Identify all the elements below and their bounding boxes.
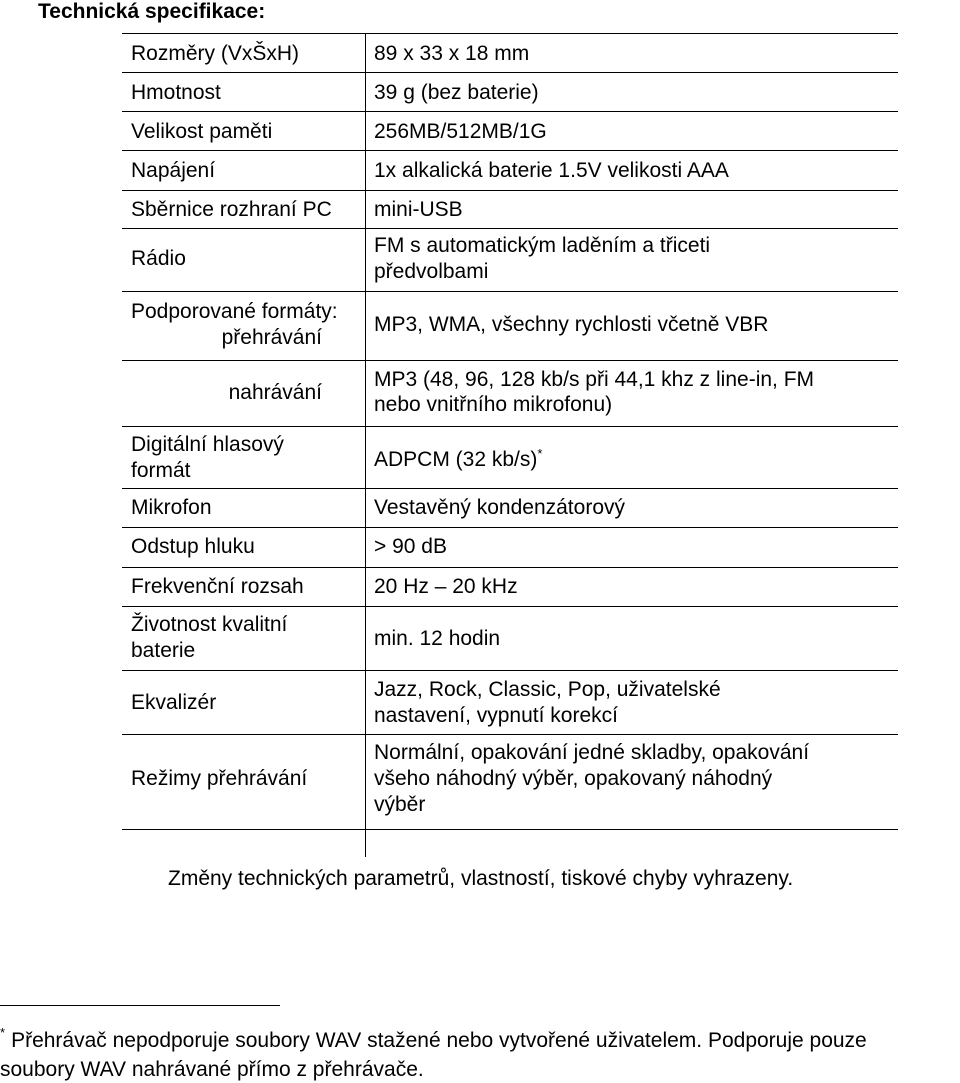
spec-label: Frekvenční rozsah [131, 575, 304, 598]
spec-label: nahrávání [228, 381, 322, 404]
table-row [122, 360, 898, 426]
spec-value [374, 447, 894, 473]
table-row [122, 734, 898, 830]
page-title: Technická specifikace: [38, 0, 266, 23]
spec-value: MP3, WMA, všechny rychlosti včetně VBR [374, 313, 769, 336]
footnote-mark: * [537, 446, 543, 461]
spec-table [122, 33, 898, 830]
table-row [122, 228, 898, 291]
table-row [122, 488, 898, 527]
spec-label: Napájení [131, 159, 216, 182]
spec-value: 256MB/512MB/1G [374, 120, 547, 143]
column-divider [365, 33, 366, 857]
spec-value-line: předvolbami [374, 260, 489, 283]
spec-value-line: nebo vnitřního mikrofonu) [374, 393, 613, 416]
footnote-mark: * [0, 1025, 6, 1040]
footnote-line [0, 1027, 960, 1056]
table-row [122, 426, 898, 488]
spec-label: Rozměry (VxŠxH) [131, 42, 300, 65]
spec-value: 89 x 33 x 18 mm [374, 42, 530, 65]
spec-label: Sběrnice rozhraní PC [131, 198, 332, 221]
spec-value-line: MP3 (48, 96, 128 kb/s při 44,1 khz z line-in, FM [374, 368, 815, 391]
spec-value: Vestavěný kondenzátorový [374, 496, 625, 519]
spec-label: Ekvalizér [131, 691, 217, 714]
table-row [122, 190, 898, 228]
spec-value-line: všeho náhodný výběr, opakovaný náhodný [374, 767, 773, 790]
table-row [122, 527, 898, 567]
table-row [122, 670, 898, 734]
spec-value-line: nastavení, vypnutí korekcí [374, 704, 618, 727]
spec-label: Režimy přehrávání [131, 767, 308, 790]
table-row [122, 291, 898, 360]
spec-value-line: FM s automatickým laděním a třiceti [374, 234, 711, 257]
table-row [122, 567, 898, 606]
spec-label: Velikost paměti [131, 120, 273, 143]
spec-label: Odstup hluku [131, 535, 255, 558]
spec-value-line: Jazz, Rock, Classic, Pop, uživatelské [374, 678, 721, 701]
spec-label-line: formát [131, 459, 191, 482]
spec-value: 20 Hz – 20 kHz [374, 575, 518, 598]
spec-value: mini-USB [374, 198, 463, 221]
spec-value: > 90 dB [374, 535, 447, 558]
spec-value: 39 g (bez baterie) [374, 81, 539, 104]
spec-label: Hmotnost [131, 81, 221, 104]
spec-label-line: přehrávání [221, 326, 322, 349]
footnote [0, 1027, 960, 1083]
footnote-text: Přehrávač nepodporuje soubory WAV stažené nebo vytvořené uživatelem. Podporuje pouze [11, 1029, 867, 1052]
spec-label-line: Životnost kvalitní [131, 613, 288, 636]
table-row [122, 606, 898, 670]
table-row [122, 111, 898, 150]
spec-label-line: baterie [131, 639, 196, 662]
table-row [122, 72, 898, 111]
spec-label: Rádio [131, 247, 186, 270]
footnote-separator [0, 1005, 280, 1006]
spec-label: Mikrofon [131, 496, 212, 519]
spec-value-line: výběr [374, 793, 426, 816]
disclaimer-note: Změny technických parametrů, vlastností, tiskové chyby vyhrazeny. [168, 867, 794, 890]
table-row [122, 150, 898, 190]
spec-value-line: Normální, opakování jedné skladby, opakování [374, 741, 810, 764]
table-row [122, 33, 898, 72]
spec-label-line: Digitální hlasový [131, 433, 284, 456]
spec-value: 1x alkalická baterie 1.5V velikosti AAA [374, 159, 729, 182]
spec-value-text: ADPCM (32 kb/s) [374, 448, 538, 471]
footnote-line: soubory WAV nahrávané přímo z přehrávače. [0, 1058, 424, 1081]
spec-value: min. 12 hodin [374, 627, 501, 650]
spec-label-line: Podporované formáty: [131, 300, 338, 323]
